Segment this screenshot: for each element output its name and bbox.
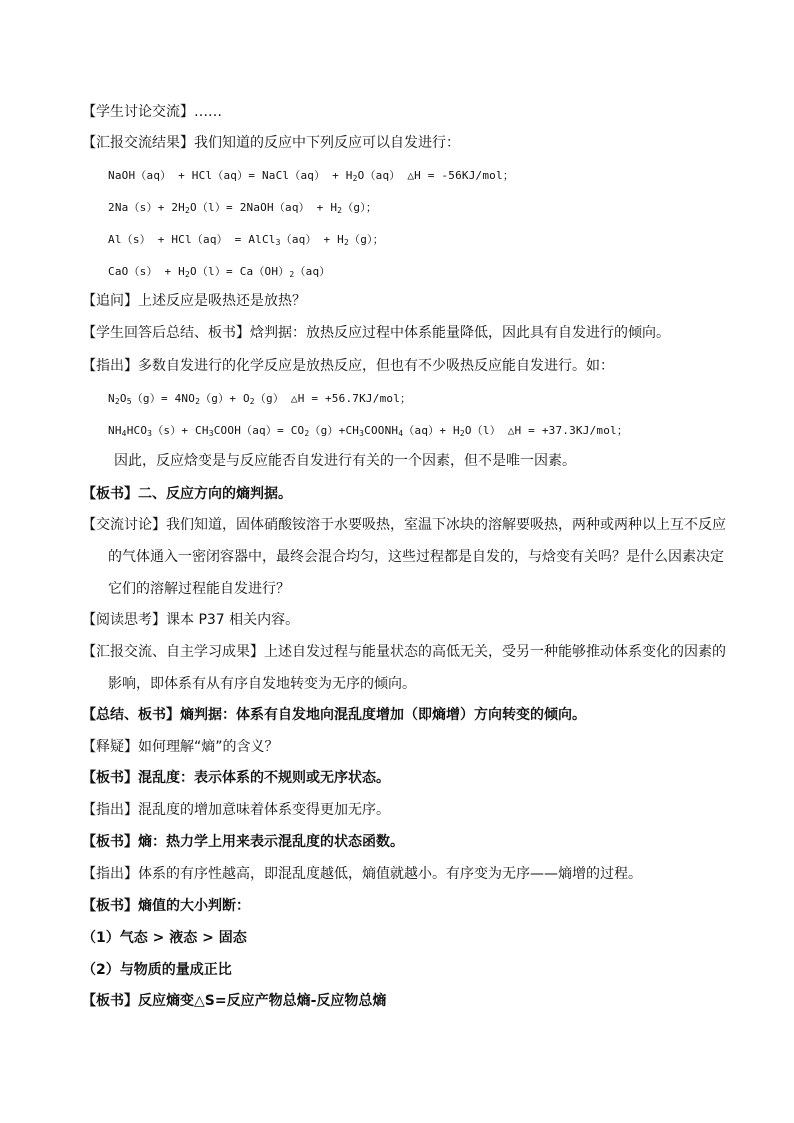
disorder-definition: 【板书】混乱度：表示体系的不规则或无序状态。 <box>82 770 390 786</box>
self-study-result-2: 影响，即体系有从有序自发地转变为无序的倾向。 <box>108 676 416 692</box>
enthalpy-conclusion: 因此，反应焓变是与反应能否自发进行有关的一个因素，但不是唯一因素。 <box>114 453 576 469</box>
entropy-definition: 【板书】熵：热力学上用来表示混乱度的状态函数。 <box>82 834 404 850</box>
entropy-rule-1: （1）气态 > 液态 > 固态 <box>82 930 247 946</box>
report-result: 【汇报交流结果】我们知道的反应中下列反应可以自发进行： <box>82 135 460 151</box>
reaction-entropy-change: 【板书】反应熵变△S=反应产物总熵-反应物总熵 <box>82 993 387 1009</box>
equation-al-hcl: Al（s） + HCl（aq） = AlCl$_3$（aq） + $H_2(g)$； <box>108 233 384 247</box>
enthalpy-criterion: 【学生回答后总结、板书】焓判据：放热反应过程中体系能量降低，因此具有自发进行的倾向。 <box>82 325 670 341</box>
equation-n2o5: $N_2O_5(g)= 4NO_2(g)+ O_2(g)$ △H = +56.7KJ/mol； <box>108 392 412 406</box>
entropy-criterion-summary: 【总结、板书】熵判据：体系有自发地向混乱度增加（即熵增）方向转变的倾向。 <box>82 707 586 723</box>
equation-cao-water: $CaO(s) + H_2O(l)= Ca(OH)_2(aq)$ <box>108 265 331 279</box>
explain-entropy: 【释疑】如何理解“熵”的含义？ <box>82 739 279 755</box>
equation-naoh-hcl: NaOH（aq） + HCl（aq）= NaCl（aq） + $H_2O(aq)$ △H = -56KJ/mol； <box>108 169 515 183</box>
student-discussion: 【学生讨论交流】…… <box>82 104 222 120</box>
entropy-rule-2: （2）与物质的量成正比 <box>82 962 232 978</box>
point-out-endothermic: 【指出】多数自发进行的化学反应是放热反应，但也有不少吸热反应能自发进行。如： <box>82 358 614 374</box>
section-entropy-criterion: 【板书】二、反应方向的熵判据。 <box>82 486 292 502</box>
entropy-judgement-title: 【板书】熵值的大小判断： <box>82 898 250 914</box>
discussion-line-3: 它们的溶解过程能自发进行？ <box>108 581 290 597</box>
discussion-line-1: 【交流讨论】我们知道，固体硝酸铵溶于水要吸热，室温下冰块的溶解要吸热，两种或两种以上互不反应 <box>82 517 726 533</box>
follow-up-question: 【追问】上述反应是吸热还是放热？ <box>82 293 306 309</box>
disorder-increase: 【指出】混乱度的增加意味着体系变得更加无序。 <box>82 802 390 818</box>
self-study-result-1: 【汇报交流、自主学习成果】上述自发过程与能量状态的高低无关，受另一种能够推动体系变化的因素的 <box>82 644 726 660</box>
entropy-order: 【指出】体系的有序性越高，即混乱度越低，熵值就越小。有序变为无序——熵增的过程。 <box>82 866 642 882</box>
equation-nh4hco3: $NH_4HCO_3(s)+$ $CH_3COOH(aq)=$ $CO_2(g)+CH_3COONH_4(aq)+ H_2O(l)$ △H = +37.3KJ/mol； <box>108 424 629 438</box>
reading-thinking: 【阅读思考】课本 P37 相关内容。 <box>82 612 300 628</box>
discussion-line-2: 的气体通入一密闭容器中，最终会混合均匀，这些过程都是自发的，与焓变有关吗？是什么因素决定 <box>108 549 724 565</box>
equation-na-water: $2Na(s)+ 2H_2O(l)=$ 2NaOH（aq） + $H_2(g)$； <box>108 201 378 215</box>
